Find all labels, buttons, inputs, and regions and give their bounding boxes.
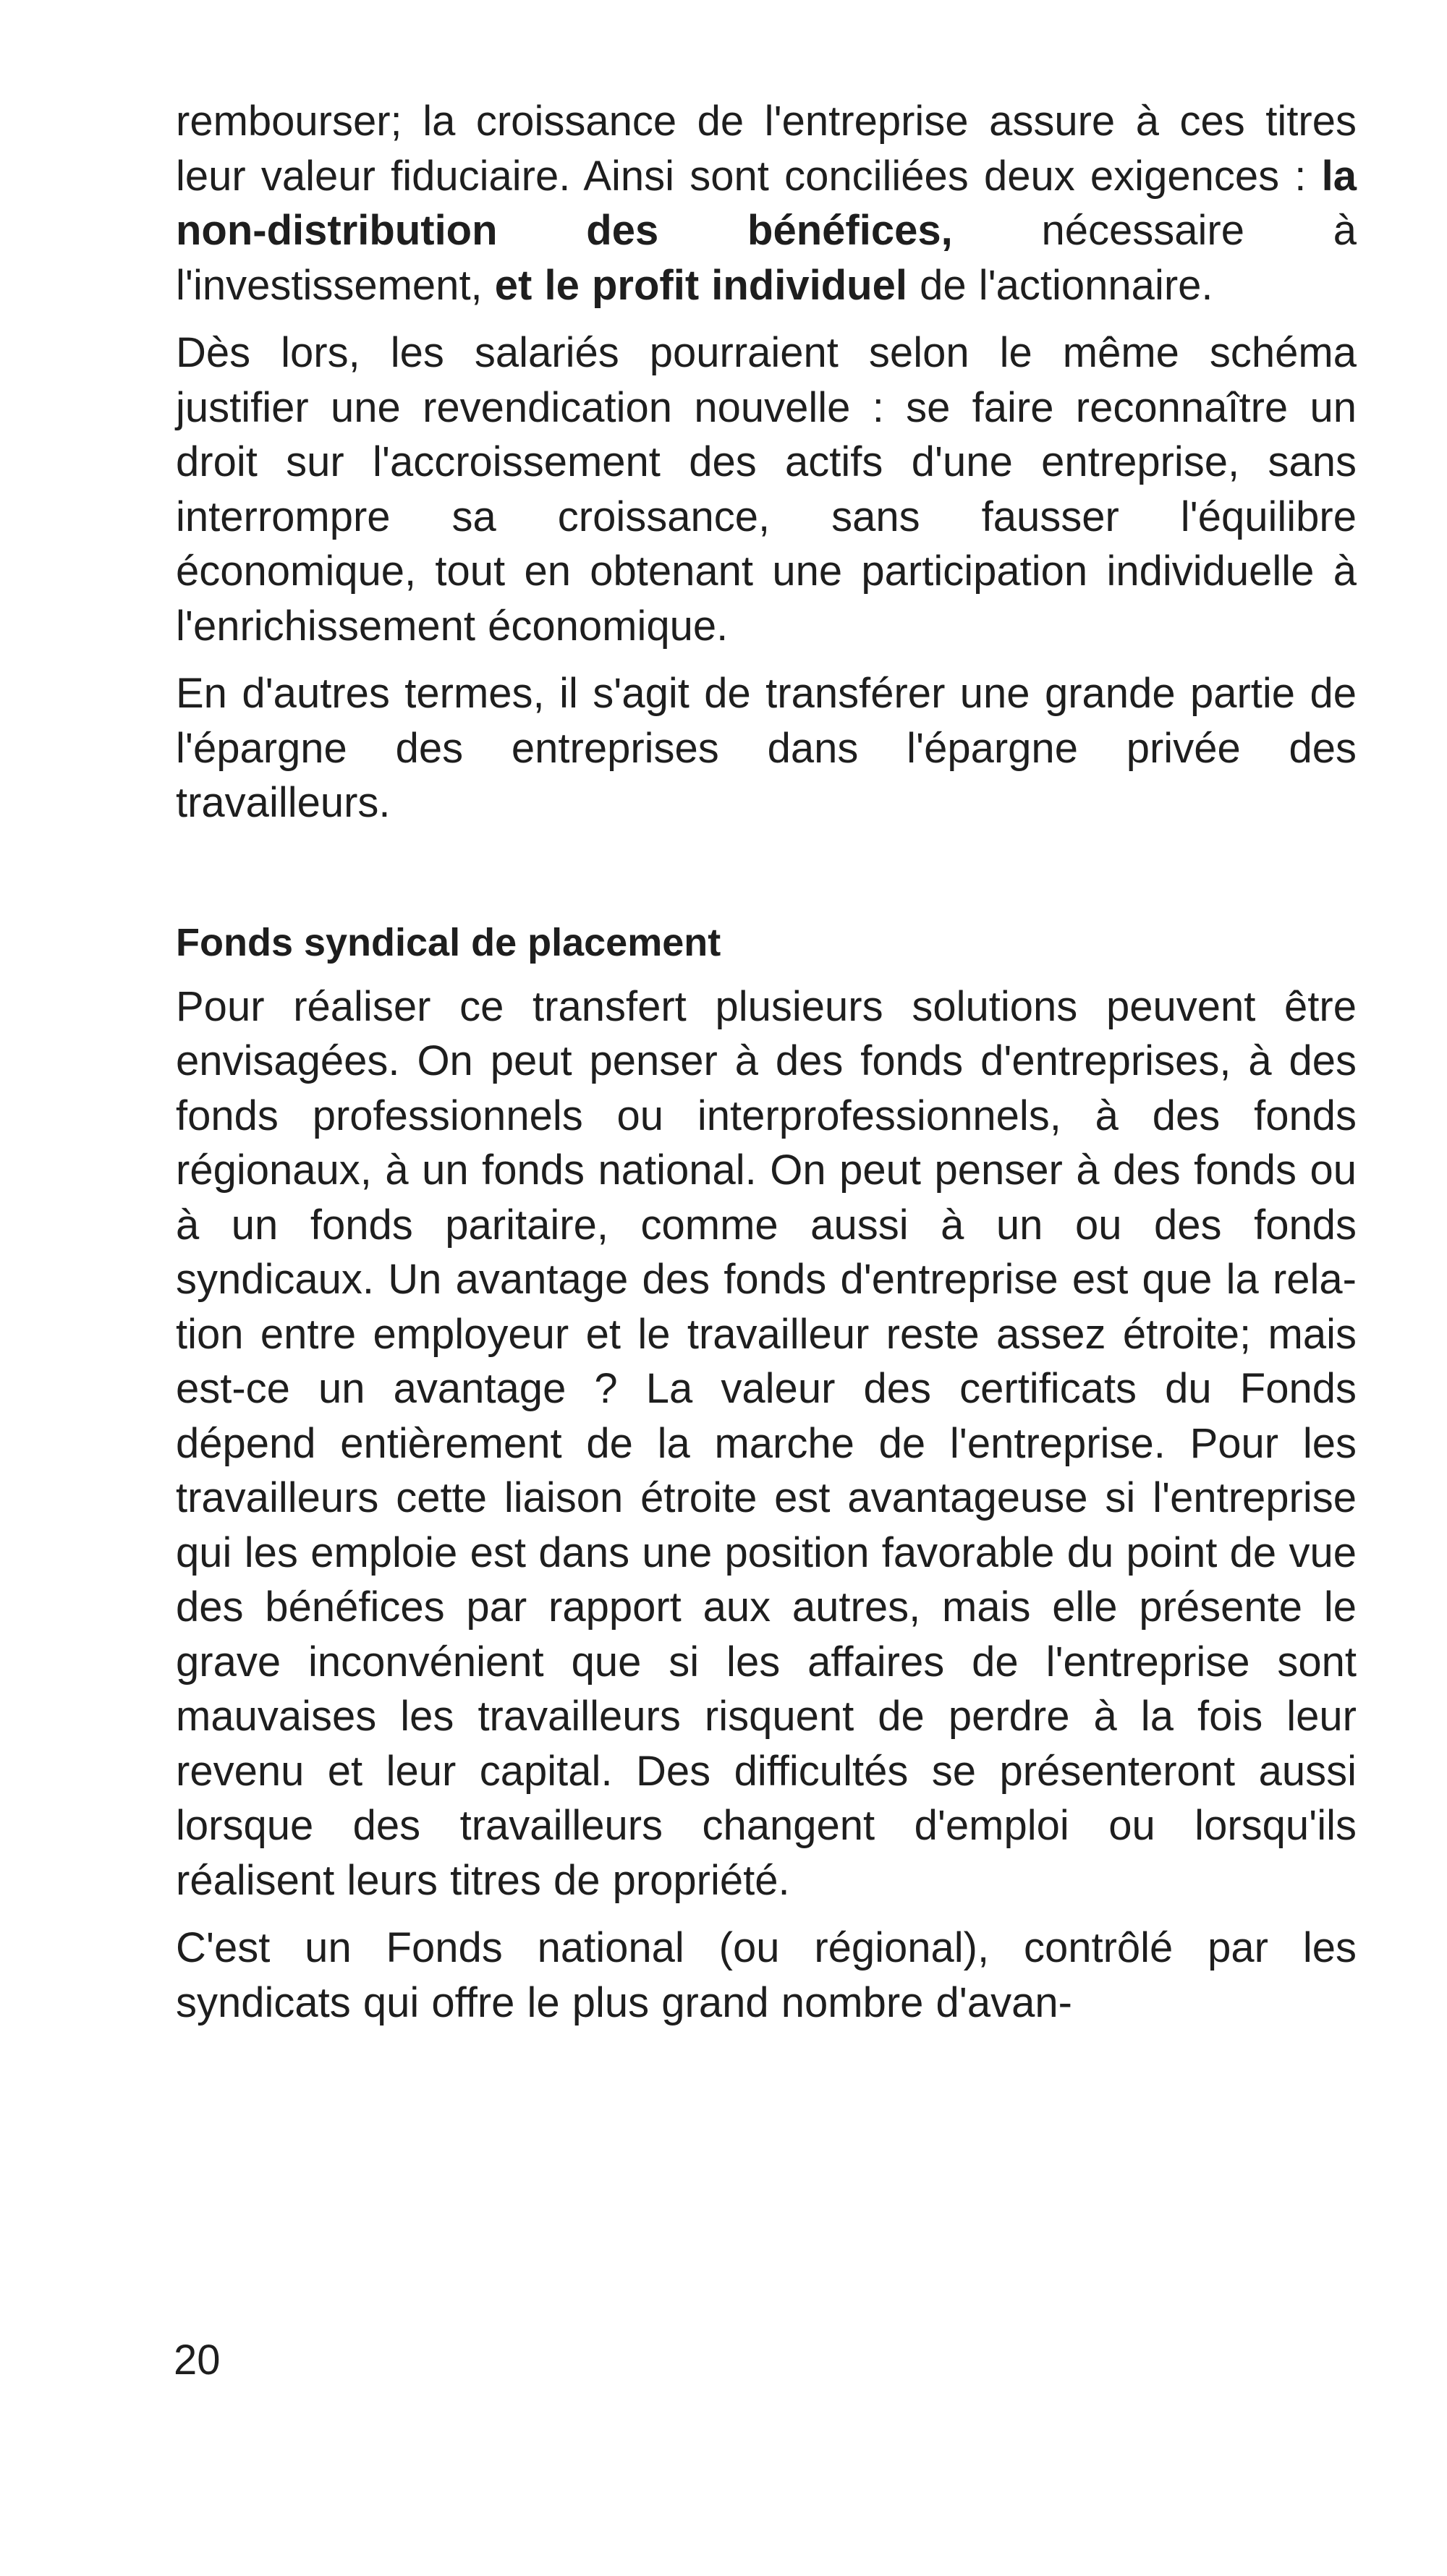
text-column bbox=[176, 94, 1357, 2043]
paragraph-1-text-c: de l'actionnaire. bbox=[907, 261, 1213, 309]
paragraph-1-bold-b: et le profit individuel bbox=[494, 261, 907, 309]
paragraph-1-text-a: rembourser; la croissance de l'entreprise assure à ces titres leur valeur fiduciaire. Ainsi sont conciliées deux exigences : bbox=[176, 98, 1357, 200]
section-heading: Fonds syndical de placement bbox=[176, 920, 721, 964]
paragraph-1 bbox=[176, 94, 1357, 313]
paragraph-1-bold-a: la non-distribution des bénéfices, bbox=[176, 152, 1357, 254]
paragraph-4: Pour réaliser ce transfert plusieurs solutions peuvent être envisagées. On peut penser à des fonds d'entreprises, à des fonds professionnels ou interprofessionnels, à des fonds régionaux, à un fonds national. On peut penser à des fonds ou à un fonds paritaire, comme aussi à un ou des fonds syndicaux. Un avantage des fonds d'entreprise est que la relation entre employeur et le travailleur reste assez étroite; mais est-ce un avantage ? La valeur des certificats du Fonds dépend entièrement de la marche de l'entreprise. Pour les travailleurs cette liaison étroite est avantageuse si l'entreprise qui les emploie est dans une position favorable du point de vue des bénéfices par rapport aux autres, mais elle présente le grave inconvénient que si les affaires de l'entreprise sont mauvaises les travailleurs risquent de perdre à la fois leur revenu et leur capital. Des difficultés se présenteront aussi lorsque des travailleurs changent d'emploi ou lorsqu'ils réalisent leurs titres de propriété. bbox=[176, 982, 1357, 1904]
paragraph-2: Dès lors, les salariés pourraient selon le même schéma justifier une revendication nouvelle : se faire reconnaître un droit sur l'accroissement des actifs d'une entreprise, sans interrompre sa croissance, sans fausser l'équilibre économique, tout en obtenant une participation individuelle à l'enrichissement économique. bbox=[176, 329, 1357, 650]
page-number: 20 bbox=[174, 2337, 221, 2384]
paragraph-1-text-b: nécessaire à l'investissement, bbox=[176, 207, 1357, 309]
paragraph-5: C'est un Fonds national (ou régional), contrôlé par les syndicats qui offre le plus grand nombre d'avan- bbox=[176, 1924, 1357, 2026]
paragraph-3: En d'autres termes, il s'agit de transférer une grande partie de l'épargne des entreprises dans l'épargne privée des travailleurs. bbox=[176, 670, 1357, 826]
